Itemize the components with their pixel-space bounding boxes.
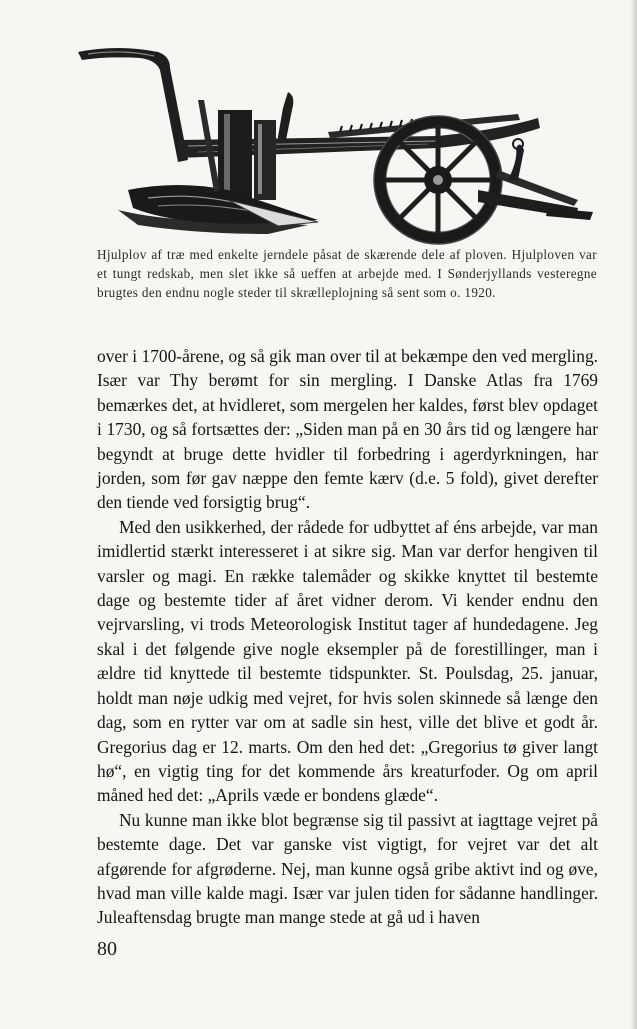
body-text: [97, 344, 598, 930]
paragraph: Med den usikkerhed, der rådede for udbyttet af éns arbejde, var man imidlertid stærkt interesseret i at sikre sig. Man var derfor hengiven til varsler og magi. En række talemåder og skikke knyttet til bestemte dage og bestemte tider af året vidner derom. Vi kender endnu den vejrvarsling, vi trods Meteorologisk Institut tager af hundedagene. Jeg skal i det følgende give nogle eksempler på de forestillinger, man i ældre tid knyttede til bestemte tidspunkter. St. Poulsdag, 25. januar, holdt man nøje udkig med vejret, for hvis solen skinnede så længe den dag, som en rytter var om at sadle sin hest, ville det blive et godt år. Gregorius dag er 12. marts. Om den hed det: „Gregorius tø giver langt hø“, en vigtig ting for det kommende års kreaturfoder. Og om april måned hed det: „Aprils væde er bondens glæde“.: [97, 516, 598, 806]
paragraph: Nu kunne man ikke blot begrænse sig til passivt at iagttage vejret på bestemte dage. Det var ganske vist vigtigt, for vejret var det alt afgørende for afgrøderne. Nej, man kunne også gribe aktivt ind og øve, hvad man ville kalde magi. Især var julen tiden for sådanne handlinger. Juleaftensdag brugte man mange stede at gå ud i haven: [97, 809, 598, 928]
page-edge: [630, 0, 637, 1029]
wheel-plough-illustration: [78, 40, 593, 245]
figure-caption: [97, 245, 597, 302]
page-number: 80: [97, 938, 117, 960]
caption-text: Hjulplov af træ med enkelte jerndele påsat de skærende dele af ploven. Hjulploven var et tungt redskab, men slet ikke så ueffen at arbejde med. I Sønderjyllands vesteregne brugtes den endnu nogle steder til skrælleplojning så sent som o. 1920.: [97, 247, 597, 300]
paragraph: over i 1700-årene, og så gik man over til at bekæmpe den ved mergling. Især var Thy berømt for sin mergling. I Danske Atlas fra 1769 bemærkes det, at hvidleret, som mergelen her kaldes, først blev opdaget i 1730, og så fortsættes der: „Siden man på en 30 års tid og længere har begyndt at bruge dette hvidler til forbedring i agerdyrkningen, har jorden, som før gav næppe den femte kærv (d.e. 5 fold), givet derefter den tiende ved forsigtig brug“.: [97, 346, 598, 513]
